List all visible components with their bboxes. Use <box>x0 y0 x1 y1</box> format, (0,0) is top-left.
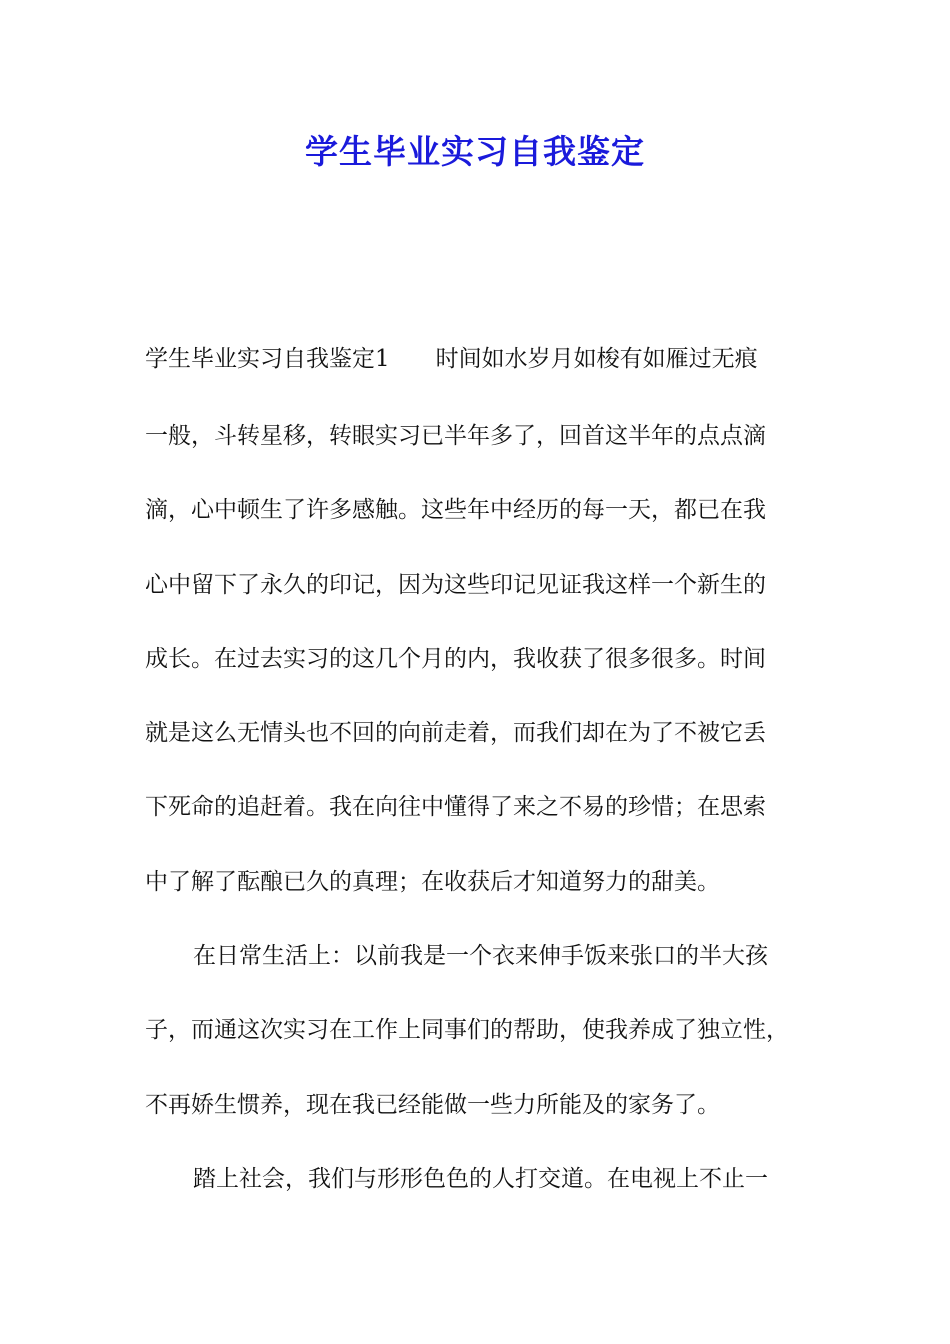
text-line-4: 心中留下了永久的印记，因为这些印记见证我这样一个新生的 <box>145 572 766 598</box>
text-line-6: 就是这么无情头也不回的向前走着，而我们却在为了不被它丢 <box>145 720 766 746</box>
text-line-2: 一般，斗转星移，转眼实习已半年多了，回首这半年的点点滴 <box>145 423 766 449</box>
text-line-1-body: 时间如水岁月如梭有如雁过无痕 <box>435 346 758 372</box>
text-line-10: 子，而通这次实习在工作上同事们的帮助，使我养成了独立性， <box>145 1017 789 1043</box>
text-line-5: 成长。在过去实习的这几个月的内，我收获了很多很多。时间 <box>145 646 766 672</box>
text-line-7: 下死命的追赶着。我在向往中懂得了来之不易的珍惜；在思索 <box>145 794 766 820</box>
text-line-3: 滴，心中顿生了许多感触。这些年中经历的每一天，都已在我 <box>145 497 766 523</box>
text-line-9: 在日常生活上：以前我是一个衣来伸手饭来张口的半大孩 <box>193 943 768 969</box>
inline-heading: 学生毕业实习自我鉴定1 <box>145 346 390 372</box>
text-line-11: 不再娇生惯养，现在我已经能做一些力所能及的家务了。 <box>145 1092 720 1118</box>
text-line-12: 踏上社会，我们与形形色色的人打交道。在电视上不止一 <box>193 1166 768 1192</box>
text-line-1 <box>145 343 758 375</box>
text-line-8: 中了解了酝酿已久的真理；在收获后才知道努力的甜美。 <box>145 869 720 895</box>
document-title: 学生毕业实习自我鉴定 <box>305 132 645 171</box>
